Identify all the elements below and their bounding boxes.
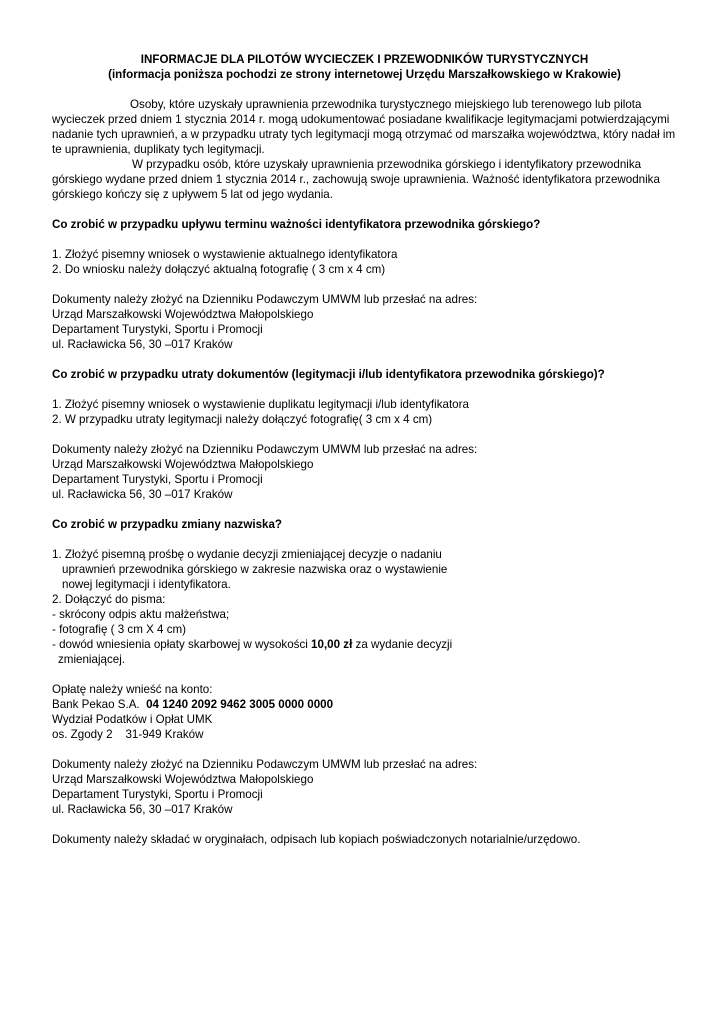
title-line-1: INFORMACJE DLA PILOTÓW WYCIECZEK I PRZEWODNIKÓW TURYSTYCZNYCH [140, 53, 589, 66]
section-2-item-2: 2. W przypadku utraty legitymacji należy dołączyć fotografię( 3 cm x 4 cm) [52, 413, 433, 426]
title-line-2: (informacja poniższa pochodzi ze strony internetowej Urzędu Marszałkowskiego w Krakowie) [108, 68, 621, 81]
address-line: Urząd Marszałkowski Województwa Małopolskiego [52, 458, 314, 471]
section-3-dash-2: - fotografię ( 3 cm X 4 cm) [52, 623, 187, 636]
section-3-dash-3-cont: zmieniającej. [58, 653, 126, 666]
address-line: Departament Turystyki, Sportu i Promocji [52, 473, 263, 486]
address-line: Dokumenty należy złożyć na Dzienniku Podawczym UMWM lub przesłać na adres: [52, 443, 478, 456]
section-3-address [52, 757, 677, 817]
intro-paragraph-2: W przypadku osób, które uzyskały uprawnienia przewodnika górskiego i identyfikatory przewodnika górskiego wydane przed dniem 1 stycznia 2014 r., zachowują swoje uprawnienia. Ważność identyfikatora przewodnika górskiego kończy się z upływem 5 lat od jego wydania. [52, 158, 660, 201]
address-line: Departament Turystyki, Sportu i Promocji [52, 788, 263, 801]
payment-address: os. Zgody 2 31-949 Kraków [52, 728, 204, 741]
payment-intro: Opłatę należy wnieść na konto: [52, 683, 213, 696]
address-line: Dokumenty należy złożyć na Dzienniku Podawczym UMWM lub przesłać na adres: [52, 293, 478, 306]
section-2-heading: Co zrobić w przypadku utraty dokumentów (legitymacji i/lub identyfikatora przewodnika górskiego)? [52, 368, 605, 381]
bank-name: Bank Pekao S.A. [52, 698, 140, 711]
item-line: uprawnień przewodnika górskiego w zakresie nazwiska oraz o wystawienie [62, 563, 448, 576]
section-3-heading: Co zrobić w przypadku zmiany nazwiska? [52, 518, 282, 531]
address-line: Departament Turystyki, Sportu i Promocji [52, 323, 263, 336]
fee-text-post: za wydanie decyzji [352, 638, 453, 651]
document-title [52, 52, 677, 82]
bank-account: 04 1240 2092 9462 3005 0000 0000 [146, 698, 334, 711]
section-1-heading: Co zrobić w przypadku upływu terminu ważności identyfikatora przewodnika górskiego? [52, 218, 541, 231]
item-line: 1. Złożyć pisemną prośbę o wydanie decyzji zmieniającej decyzje o nadaniu [52, 548, 442, 561]
payment-block [52, 682, 677, 742]
bank-line [52, 697, 677, 712]
section-2-item-1: 1. Złożyć pisemny wniosek o wystawienie duplikatu legitymacji i/lub identyfikatora [52, 398, 469, 411]
section-1-item-1: 1. Złożyć pisemny wniosek o wystawienie aktualnego identyfikatora [52, 248, 398, 261]
address-line: Urząd Marszałkowski Województwa Małopolskiego [52, 773, 314, 786]
item-line: nowej legitymacji i identyfikatora. [62, 578, 231, 591]
closing-note: Dokumenty należy składać w oryginałach, odpisach lub kopiach poświadczonych notarialnie/urzędowo. [52, 833, 581, 846]
section-3-item-2: 2. Dołączyć do pisma: [52, 593, 166, 606]
section-1-address [52, 292, 677, 352]
section-1-item-2: 2. Do wniosku należy dołączyć aktualną fotografię ( 3 cm x 4 cm) [52, 263, 386, 276]
section-3-item-1 [52, 547, 677, 592]
fee-amount: 10,00 zł [311, 638, 353, 651]
address-line: Urząd Marszałkowski Województwa Małopolskiego [52, 308, 314, 321]
address-line: Dokumenty należy złożyć na Dzienniku Podawczym UMWM lub przesłać na adres: [52, 758, 478, 771]
section-2-address [52, 442, 677, 502]
section-3-dash-1: - skrócony odpis aktu małżeństwa; [52, 608, 230, 621]
intro-paragraph-1: Osoby, które uzyskały uprawnienia przewodnika turystycznego miejskiego lub terenowego lub pilota wycieczek przed dniem 1 stycznia 2014 r. mogą udokumentować posiadane kwalifikacje legitymacjami potwierdzającymi nadanie tych uprawnień, a w przypadku utraty tych legitymacji mogą otrzymać od marszałka województwa, który nadał im te uprawnienia, duplikaty tych legitymacji. [52, 98, 676, 156]
payment-office: Wydział Podatków i Opłat UMK [52, 713, 213, 726]
document-page [52, 52, 677, 847]
address-line: ul. Racławicka 56, 30 –017 Kraków [52, 488, 233, 501]
address-line: ul. Racławicka 56, 30 –017 Kraków [52, 803, 233, 816]
address-line: ul. Racławicka 56, 30 –017 Kraków [52, 338, 233, 351]
fee-text-pre: - dowód wniesienia opłaty skarbowej w wysokości [52, 638, 312, 651]
section-3-dash-3 [52, 637, 677, 652]
